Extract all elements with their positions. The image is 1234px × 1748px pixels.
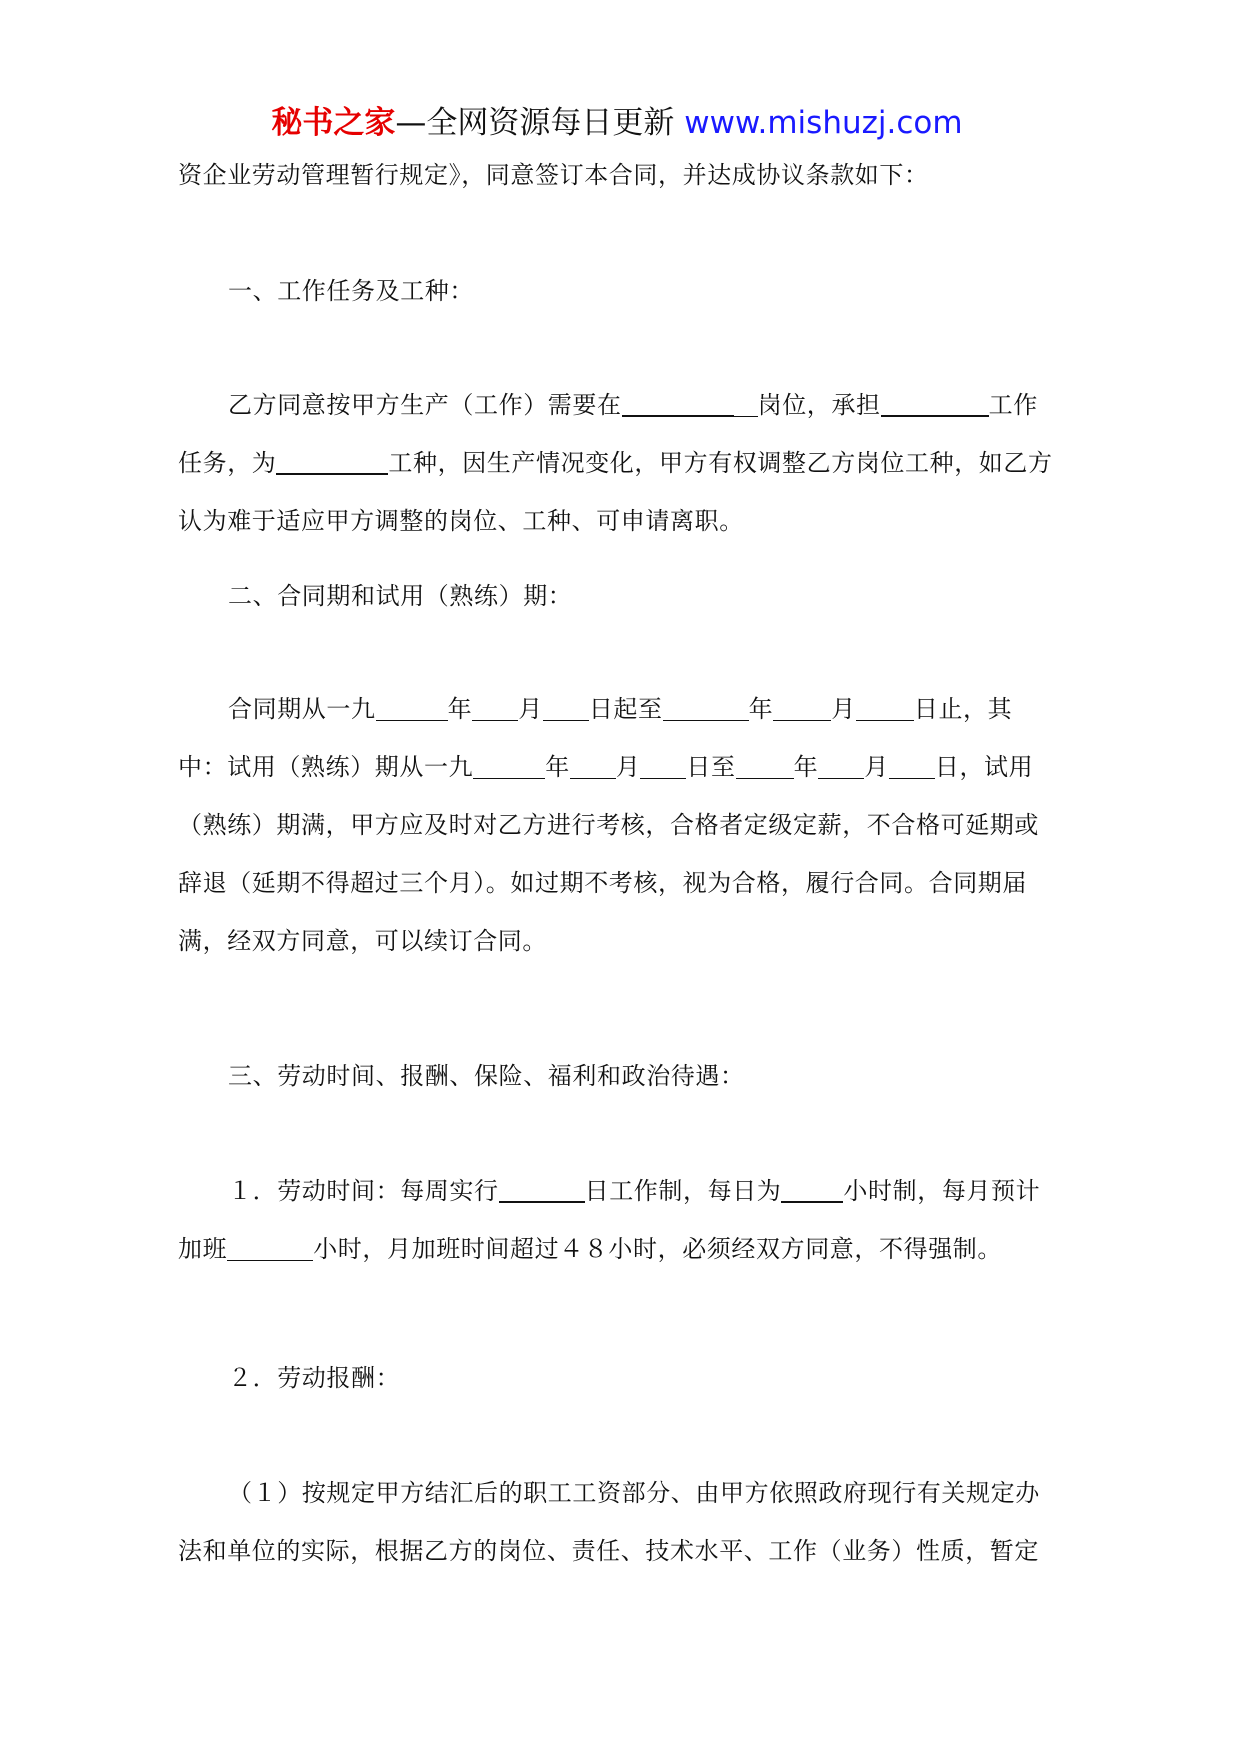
site-watermark-header	[0, 101, 1234, 145]
fill-blank[interactable]	[818, 748, 864, 779]
fill-blank[interactable]	[856, 690, 914, 721]
fill-blank[interactable]	[473, 748, 545, 779]
text-run: 年	[447, 695, 473, 723]
section-1-title: 一、工作任务及工种：	[228, 277, 474, 305]
fill-blank[interactable]	[736, 748, 794, 779]
section-1-paragraph	[178, 376, 1058, 550]
tagline: —全网资源每日更新	[395, 105, 675, 141]
section-3-2	[178, 1349, 1058, 1407]
fill-blank[interactable]	[773, 690, 831, 721]
text-run: 日至	[686, 753, 736, 781]
text-run: 年	[545, 753, 570, 781]
text-run: 年	[793, 753, 819, 781]
text-run: 小时制，每月预计加班	[178, 1177, 1041, 1263]
section-1	[178, 262, 1058, 320]
section-2-paragraph	[178, 680, 1058, 970]
fill-blank[interactable]	[227, 1230, 313, 1261]
section-3-2-title: ２．劳动报酬：	[228, 1364, 401, 1392]
site-url: www.mishuzj.com	[684, 105, 963, 141]
section-3-title: 三、劳动时间、报酬、保险、福利和政治待遇：	[228, 1062, 745, 1090]
fill-blank[interactable]	[663, 690, 749, 721]
section-2-body	[178, 680, 1058, 970]
fill-blank[interactable]	[499, 1171, 585, 1203]
fill-blank[interactable]	[781, 1171, 843, 1203]
fill-blank[interactable]	[622, 385, 734, 417]
section-3-1	[178, 1162, 1058, 1278]
text-run: 日工作制，每日为	[584, 1177, 782, 1205]
fill-blank[interactable]	[570, 748, 616, 779]
text-run: 日起至	[588, 695, 663, 723]
fill-blank[interactable]	[276, 443, 388, 475]
text-run: 小时，月加班时间超过４８小时，必须经双方同意，不得强制。	[313, 1235, 1003, 1263]
intro-block	[178, 146, 1058, 204]
text-run: 工种，因生产情况变化，甲方有权调整乙方岗位工种，如乙方认为难于适应甲方调整的岗位、工种、可申请离职。	[178, 449, 1053, 535]
brand-name: 秘书之家	[271, 105, 396, 141]
fill-blank[interactable]	[734, 386, 758, 417]
text-run: 月	[518, 695, 543, 723]
text-run: １．劳动时间：每周实行	[228, 1177, 499, 1205]
fill-blank[interactable]	[640, 748, 686, 779]
text-run: 日止，其中：试用（熟练）期从一九	[178, 695, 1013, 781]
text-run: 岗位，承担	[757, 391, 881, 419]
text-run: 日，试用（熟练）期满，甲方应及时对乙方进行考核，合格者定级定薪，不合格可延期或辞退（延期不得超过三个月）。如过期不考核，视为合格，履行合同。合同期届满，经双方同意，可以续订合同。	[178, 753, 1039, 955]
text-run: 月	[615, 753, 641, 781]
section-2-title: 二、合同期和试用（熟练）期：	[228, 582, 573, 610]
text-run: 月	[831, 695, 856, 723]
text-run: 工作任务，为	[178, 391, 1038, 477]
fill-blank[interactable]	[472, 690, 518, 721]
section-3-1-paragraph	[178, 1162, 1058, 1278]
fill-blank[interactable]	[881, 385, 989, 417]
text-run: 月	[864, 753, 889, 781]
text-run: 合同期从一九	[228, 695, 376, 723]
text-run: 乙方同意按甲方生产（工作）需要在	[228, 391, 622, 419]
section-3	[178, 1047, 1058, 1105]
intro-paragraph: 资企业劳动管理暂行规定》，同意签订本合同，并达成协议条款如下：	[178, 161, 929, 189]
section-3-2-1-paragraph: （１）按规定甲方结汇后的职工工资部分、由甲方依照政府现行有关规定办法和单位的实际，根据乙方的岗位、责任、技术水平、工作（业务）性质，暂定	[178, 1479, 1040, 1565]
text-run: 年	[748, 695, 774, 723]
fill-blank[interactable]	[376, 690, 448, 721]
section-1-body	[178, 376, 1058, 550]
fill-blank[interactable]	[889, 748, 935, 779]
section-2	[178, 567, 1058, 625]
fill-blank[interactable]	[543, 690, 589, 721]
section-3-2-1	[178, 1464, 1058, 1580]
